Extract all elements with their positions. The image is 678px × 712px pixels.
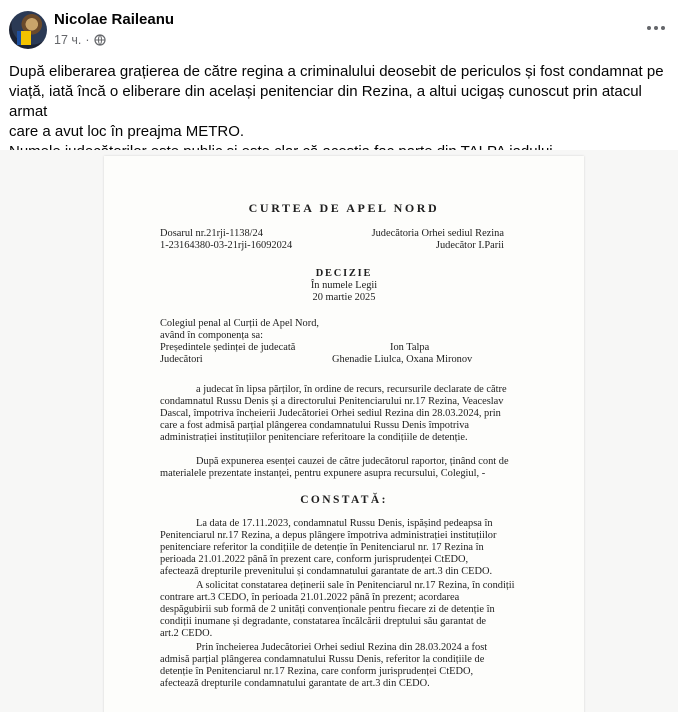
text-line: care a fost admisă parțial plângerea condamnatului Russu Denis împotriva (160, 420, 470, 431)
composition-role: Judecători (160, 354, 203, 365)
text-line: condamnatul Russu Denis și a directorului Penitenciarului nr.17 Rezina, Veaceslav (160, 396, 504, 407)
composition-names: Ghenadie Liulca, Oxana Mironov (332, 354, 473, 365)
case-number (160, 228, 292, 252)
text-line: administrației instituțiilor penitenciare referitoare la condițiile de detenție. (160, 432, 468, 443)
text-line: afectează drepturile prevenitului și condamnatului garantate de art.3 din CEDO. (160, 566, 493, 577)
paragraph-facts (160, 518, 534, 578)
composition-names: Ion Talpa (390, 342, 430, 353)
section-title: CONSTATĂ: (300, 494, 388, 506)
document-title: CURTEA DE APEL NORD (248, 201, 440, 215)
text-line: Penitenciarul nr.17 Rezina, a depus plângere împotriva administrației instituțiilor (160, 530, 497, 541)
text-line: despăgubirii sub formă de 2 unități convenționale pentru fiecare zi de detenție în (160, 604, 495, 615)
text-line: contrare art.3 CEDO, în perioada 21.01.2022 până în prezent; acordarea (160, 592, 460, 603)
text-line: penitenciare referitor la condițiile de detenție în Penitenciarul nr. 17 Rezina în (160, 542, 484, 553)
paragraph-request (160, 580, 534, 640)
lower-court (359, 228, 504, 252)
decision-subtitle: În numele Legii (310, 280, 378, 291)
composition-row (160, 342, 540, 354)
post-header (0, 0, 678, 58)
paragraph-ruling (160, 642, 534, 690)
text-line: A solicitat constatarea deținerii sale în Penitenciarul nr.17 Rezina, în condiții (196, 580, 515, 591)
post-text-line: După eliberarea grațierea de către regina a criminalului deosebit de periculos și fost condamnat pe (9, 63, 664, 80)
college-line: Colegiul penal al Curții de Apel Nord, (160, 318, 320, 329)
case-line: Dosarul nr.21rji-1138/24 (160, 228, 263, 239)
document-page (104, 156, 584, 712)
composition-row (160, 354, 540, 366)
court-line: Judecătoria Orhei sediul Rezina (371, 228, 504, 239)
court-line: Judecător I.Parii (435, 240, 504, 251)
post-text-line: care a avut loc în preajma METRO. (9, 123, 245, 140)
text-line: afectează drepturile condamnatului garantate de art.3 din CEDO. (160, 678, 430, 689)
text-line: materialele prezentate instanței, pentru expunere asupra recursului, Colegiul, - (160, 468, 486, 479)
post-image[interactable] (0, 150, 678, 712)
text-line: După expunerea esenței cauzei de către judecătorul raportor, ținând cont de (196, 456, 509, 467)
author-avatar[interactable] (9, 11, 47, 49)
post-text-line: viață, iată încă o eliberare din același penitenciar din Rezina, a altui ucigaș cunoscut prin atacul armat (9, 83, 642, 120)
composition-role: Președintele ședinței de judecată (160, 342, 296, 353)
paragraph-procedure (160, 384, 534, 444)
text-line: detenție în Penitenciarul nr.17 Rezina, care conform jurisprudenței CtEDO, (160, 666, 474, 677)
text-line: a judecat în lipsa părților, în ordine de recurs, recursurile declarate de către (196, 384, 507, 395)
globe-icon (94, 34, 106, 46)
post-text (9, 62, 671, 162)
text-line: admisă parțial plângerea condamnatului Russu Denis, referitor la condițiile de (160, 654, 485, 665)
college-intro (160, 318, 319, 342)
decision-heading (104, 268, 584, 304)
text-line: condiții inumane și degradante, constatarea încălcării dreptului său garantat de (160, 616, 487, 627)
college-line: având în componența sa: (160, 330, 264, 341)
text-line: Dascal, împotriva încheierii Judecătoriei Orhei sediul Rezina din 28.03.2024, prin (160, 408, 501, 419)
text-line: art.2 CEDO. (160, 628, 213, 639)
post-time[interactable]: 17 ч. (54, 33, 82, 47)
panel-composition (160, 342, 540, 366)
more-options-icon[interactable] (642, 18, 670, 38)
meta-separator: · (85, 33, 90, 47)
author-name[interactable]: Nicolae Raileanu (54, 11, 175, 28)
post-meta (54, 33, 106, 47)
text-line: Prin încheierea Judecătoriei Orhei sediul Rezina din 28.03.2024 a fost (196, 642, 488, 653)
case-line: 1-23164380-03-21rji-16092024 (160, 240, 293, 251)
text-line: La data de 17.11.2023, condamnatul Russu Denis, ispășind pedeapsa în (196, 518, 493, 529)
text-line: perioada 21.01.2022 până în prezent care, conform jurisprudenței CtEDO, (160, 554, 469, 565)
decision-date: 20 martie 2025 (312, 292, 376, 303)
decision-title: DECIZIE (315, 268, 373, 279)
paragraph-report (160, 456, 534, 480)
